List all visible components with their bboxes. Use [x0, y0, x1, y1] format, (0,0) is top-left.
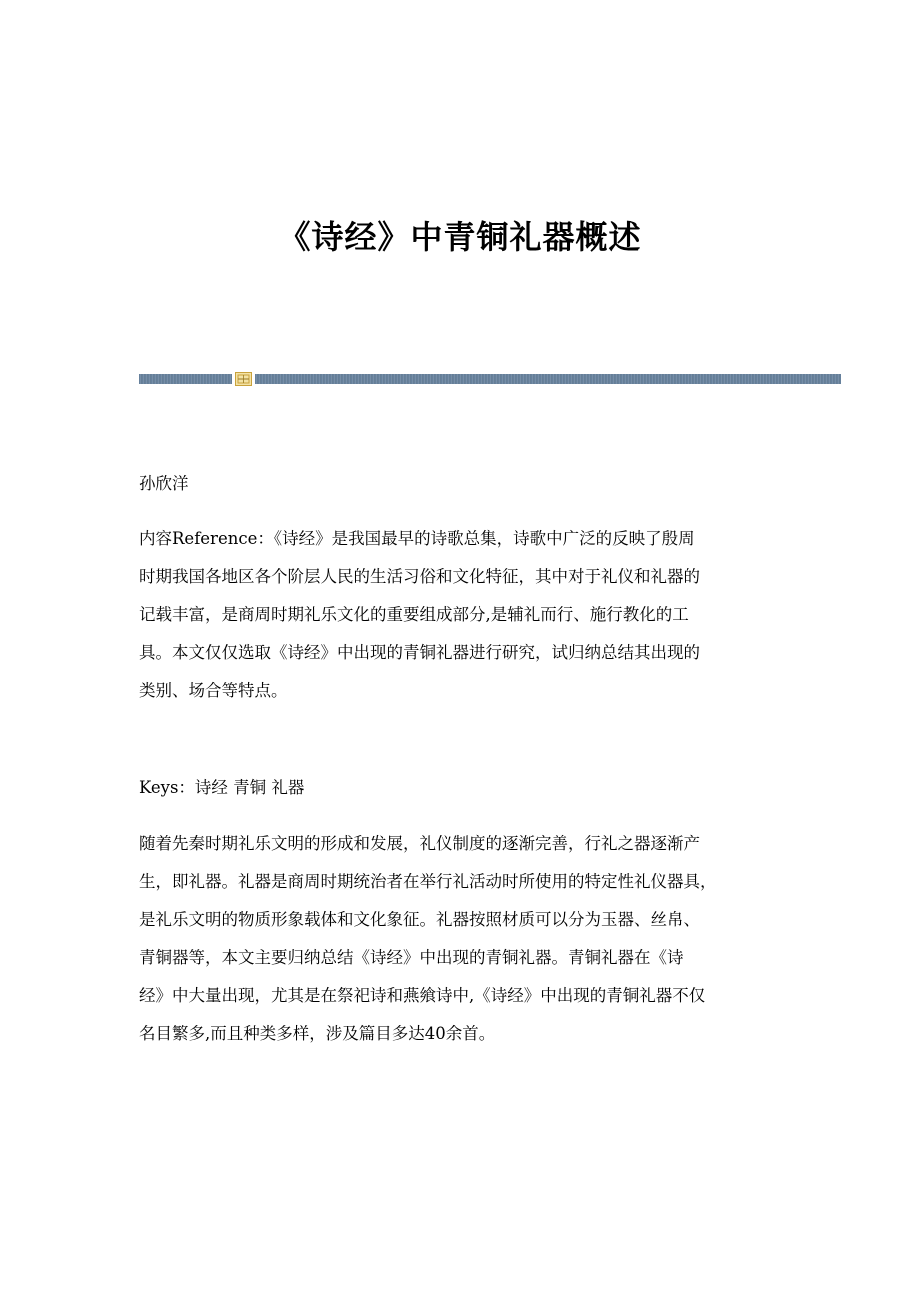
body-line: 生，即礼器。礼器是商周时期统治者在举行礼活动时所使用的特定性礼仪器具， — [139, 872, 717, 891]
body-line: 青铜器等，本文主要归纳总结《诗经》中出现的青铜礼器。青铜礼器在《诗 — [139, 948, 684, 967]
abstract-line: 记载丰富，是商周时期礼乐文化的重要组成部分,是辅礼而行、施行教化的工 — [139, 605, 689, 624]
document-title: 《诗经》中青铜礼器概述 — [278, 218, 642, 256]
abstract-line: 内容Reference：《诗经》是我国最早的诗歌总集，诗歌中广泛的反映了殷周 — [139, 529, 695, 548]
abstract-line: 时期我国各地区各个阶层人民的生活习俗和文化特征，其中对于礼仪和礼器的 — [139, 567, 700, 586]
title-divider-right — [255, 374, 841, 384]
keywords-line: Keys：诗经 青铜 礼器 — [139, 778, 305, 797]
body-line: 名目繁多,而且种类多样，涉及篇目多达40余首。 — [139, 1024, 496, 1043]
body-paragraph — [139, 825, 799, 1053]
abstract-line: 类别、场合等特点。 — [139, 681, 288, 700]
body-line: 随着先秦时期礼乐文明的形成和发展，礼仪制度的逐渐完善，行礼之器逐渐产 — [139, 834, 700, 853]
body-line: 经》中大量出现，尤其是在祭祀诗和燕飨诗中,《诗经》中出现的青铜礼器不仅 — [139, 986, 706, 1005]
divider-ornament-icon — [235, 372, 252, 386]
body-line: 是礼乐文明的物质形象载体和文化象征。礼器按照材质可以分为玉器、丝帛、 — [139, 910, 700, 929]
author-name: 孙欣洋 — [139, 474, 189, 493]
abstract-paragraph — [139, 520, 799, 710]
abstract-line: 具。本文仅仅选取《诗经》中出现的青铜礼器进行研究，试归纳总结其出现的 — [139, 643, 700, 662]
title-divider-left — [139, 374, 232, 384]
